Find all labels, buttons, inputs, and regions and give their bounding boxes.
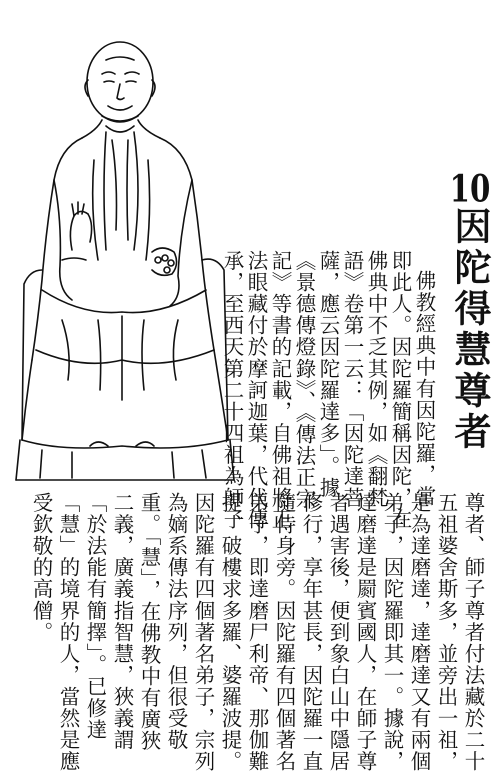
- upper-column-6: 《景德傳燈錄》、《傳法正宗: [292, 250, 316, 510]
- article-title: [450, 170, 490, 453]
- lower-column-3: 是為達磨達，達磨達又有兩個: [407, 492, 431, 772]
- upper-column-5: 薩，應云因陀羅達多」。據: [316, 250, 340, 499]
- arhat-illustration: [2, 20, 242, 490]
- lower-column-6: 者遇害後，便到象白山中隱居: [326, 492, 350, 772]
- lower-column-16: 「慧」的境界的人，當然是應: [56, 492, 80, 772]
- lower-column-17: 受欽敬的高僧。: [29, 492, 53, 643]
- lower-column-15: 「於法能有簡擇」。已修達: [83, 492, 107, 741]
- lower-column-2: 五祖婆舍斯多，並旁出一祖，: [434, 492, 458, 772]
- upper-column-4: 語》卷第一云：「因陀達菩: [340, 250, 364, 509]
- title-name: 因陀得慧尊者: [448, 207, 492, 453]
- upper-column-2: 即此人。因陀羅簡稱因陀，在: [388, 250, 412, 531]
- lower-column-10: 提、破樓求多羅、婆羅波提。: [218, 492, 242, 772]
- lower-column-7: 修行，享年甚長，因陀羅一直: [299, 492, 323, 772]
- lower-column-9: 弟子，即達磨尸利帝、那伽難: [245, 492, 269, 772]
- lower-column-5: 達磨達是罽賓國人，在師子尊: [353, 492, 377, 772]
- upper-column-3: 佛典中不乏其例，如《翻梵: [364, 250, 388, 509]
- lower-column-14: 二義，廣義指智慧，狹義謂: [110, 492, 134, 751]
- upper-column-8: 法眼藏付於摩訶迦葉，代代傳: [244, 250, 268, 531]
- lower-column-11: 因陀羅有四個著名弟子，宗列: [191, 492, 215, 772]
- upper-column-7: 記》等書的記載，自佛祖將正: [268, 250, 292, 531]
- lower-column-4: 弟子，因陀羅即其一。據說，: [380, 492, 404, 772]
- lower-column-13: 重。「慧」，在佛教中有廣狹: [137, 492, 161, 752]
- upper-column-9: 承，至西天第二十四祖為師子: [220, 250, 244, 531]
- lower-column-8: 隨侍身旁。因陀羅有四個著名: [272, 492, 296, 772]
- upper-column-1: 佛教經典中有因陀羅，當: [412, 270, 436, 508]
- lower-column-12: 為嫡系傳法序列，但很受敬: [164, 492, 188, 751]
- lower-column-1: 尊者、師子尊者付法藏於二十: [461, 492, 485, 772]
- title-number: 10: [449, 170, 491, 207]
